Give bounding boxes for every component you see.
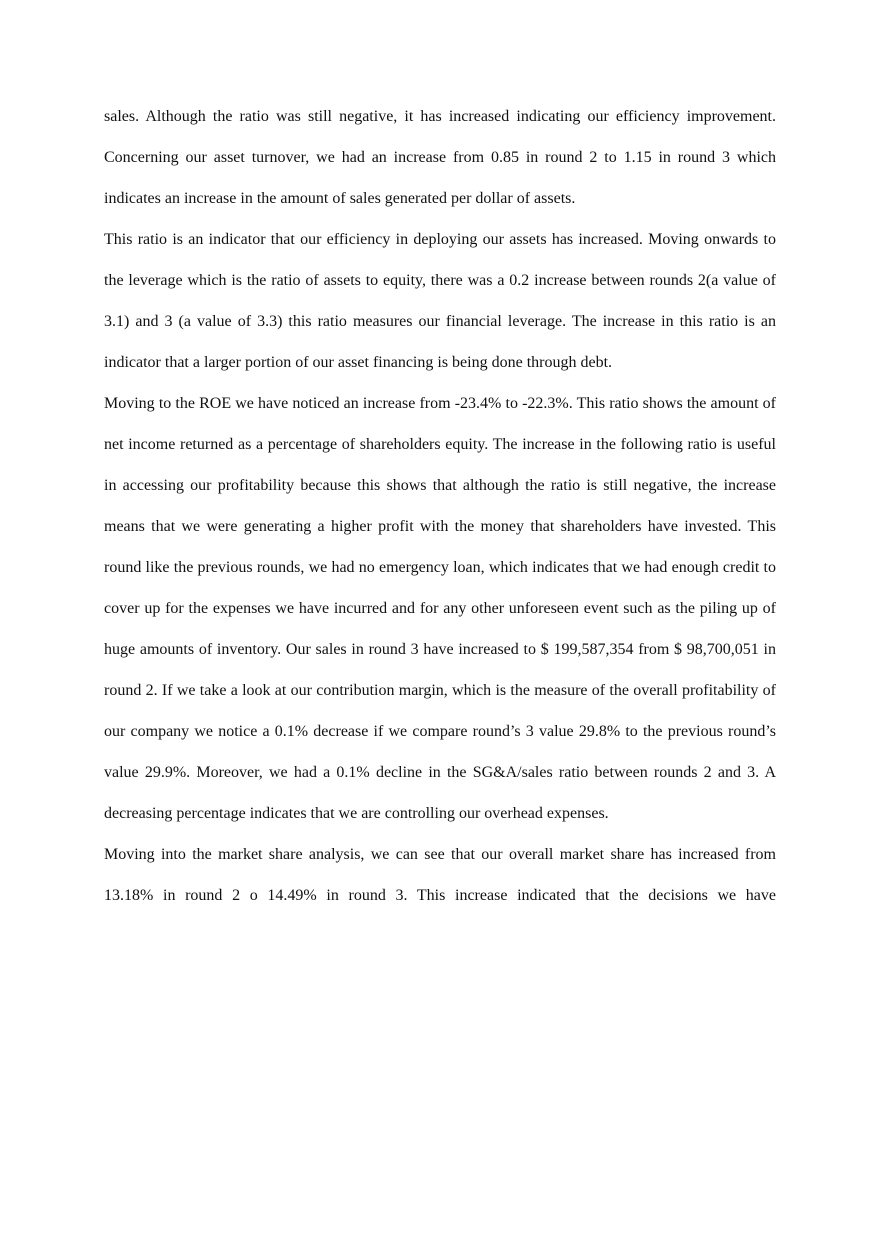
paragraph-leverage: This ratio is an indicator that our efficiency in deploying our assets has increased. Moving onwards to the leverage which is the ratio of assets to equity, there was a 0.2 increase between rounds 2(a value of 3.1) and 3 (a value of 3.3) this ratio measures our financial leverage. The increase in this ratio is an indicator that a larger portion of our asset financing is being done through debt. xyxy=(104,231,776,371)
document-page xyxy=(104,96,776,916)
paragraph-asset-turnover: sales. Although the ratio was still negative, it has increased indicating our efficiency improvement. Concerning our asset turnover, we had an increase from 0.85 in round 2 to 1.15 in round 3 which indicates an increase in the amount of sales generated per dollar of assets. xyxy=(104,108,776,207)
paragraph-roe: Moving to the ROE we have noticed an increase from -23.4% to -22.3%. This ratio shows the amount of net income returned as a percentage of shareholders equity. The increase in the following ratio is useful in accessing our profitability because this shows that although the ratio is still negative, the increase means that we were generating a higher profit with the money that shareholders have invested. This round like the previous rounds, we had no emergency loan, which indicates that we had enough credit to cover up for the expenses we have incurred and for any other unforeseen event such as the piling up of huge amounts of inventory. Our sales in round 3 have increased to $ 199,587,354 from $ 98,700,051 in round 2. If we take a look at our contribution margin, which is the measure of the overall profitability of our company we notice a 0.1% decrease if we compare round’s 3 value 29.8% to the previous round’s value 29.9%. Moreover, we had a 0.1% decline in the SG&A/sales ratio between rounds 2 and 3. A decreasing percentage indicates that we are controlling our overhead expenses. xyxy=(104,395,776,822)
paragraph-market-share: Moving into the market share analysis, we can see that our overall market share has increased from 13.18% in round 2 o 14.49% in round 3. This increase indicated that the decisions we have xyxy=(104,846,776,904)
